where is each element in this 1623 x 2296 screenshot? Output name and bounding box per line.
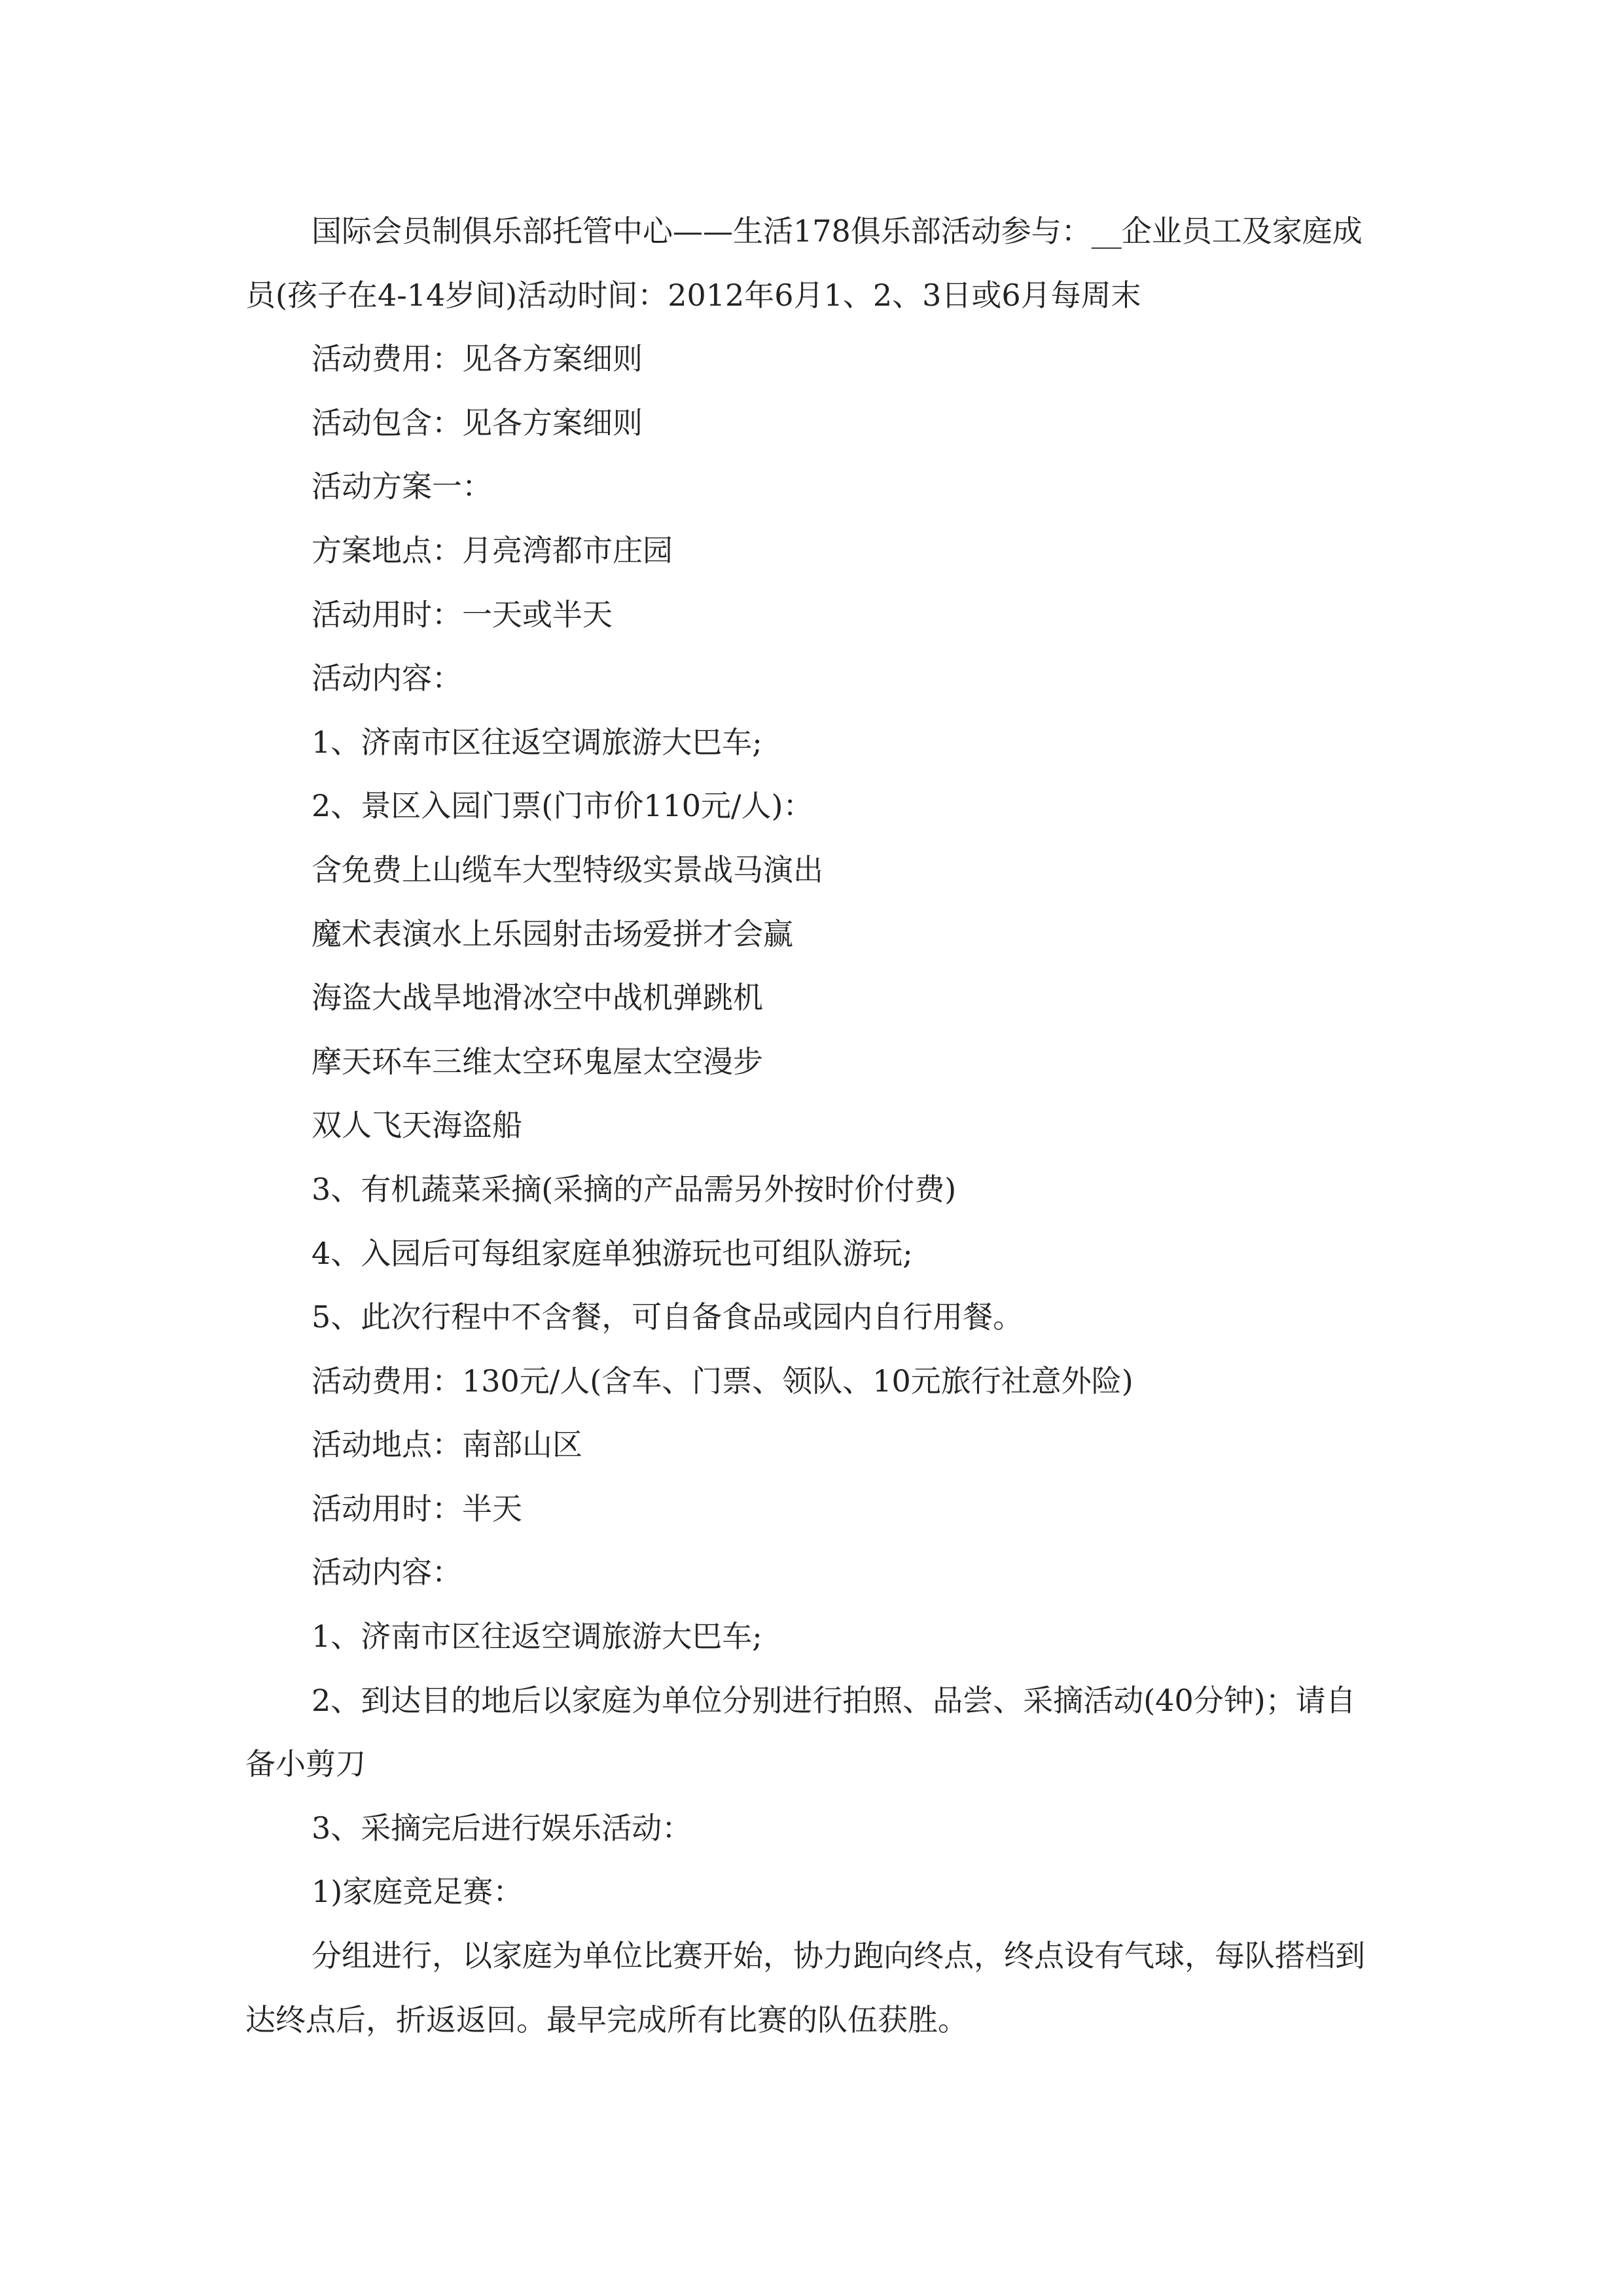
game-rules-paragraph: 分组进行，以家庭为单位比赛开始，协力跑向终点，终点设有气球，每队搭档到达终点后，折返返回。最早完成所有比赛的队伍获胜。 bbox=[245, 1938, 1365, 2037]
attraction-line: 摩天环车三维太空环鬼屋太空漫步 bbox=[312, 1043, 763, 1079]
list-item: 1、济南市区往返空调旅游大巴车; bbox=[312, 724, 762, 760]
attraction-line: 海盗大战旱地滑冰空中战机弹跳机 bbox=[312, 980, 763, 1016]
list-item: 1、济南市区往返空调旅游大巴车; bbox=[312, 1619, 762, 1655]
plan-two-duration-line: 活动用时：半天 bbox=[312, 1490, 522, 1526]
intro-paragraph: 国际会员制俱乐部托管中心——生活178俱乐部活动参与：__企业员工及家庭成员(孩子在4-14岁间)活动时间：2012年6月1、2、3日或6月每周末 bbox=[245, 213, 1363, 313]
list-item: 3、采摘完后进行娱乐活动： bbox=[312, 1810, 692, 1846]
plan-content-heading: 活动内容： bbox=[312, 660, 462, 696]
document-body bbox=[245, 200, 1381, 2052]
sub-item-heading: 1)家庭竞足赛： bbox=[312, 1874, 524, 1910]
plan-two-content-heading: 活动内容： bbox=[312, 1554, 462, 1590]
list-item: 3、有机蔬菜采摘(采摘的产品需另外按时价付费) bbox=[312, 1171, 957, 1207]
attraction-line: 魔术表演水上乐园射击场爱拼才会赢 bbox=[312, 916, 793, 952]
list-item: 4、入园后可每组家庭单独游玩也可组队游玩; bbox=[312, 1235, 913, 1271]
plan-fee-line: 活动费用：130元/人(含车、门票、领队、10元旅行社意外险) bbox=[312, 1363, 1133, 1399]
list-item: 5、此次行程中不含餐，可自备食品或园内自行用餐。 bbox=[312, 1299, 1024, 1335]
attraction-line: 双人飞天海盗船 bbox=[312, 1107, 522, 1143]
list-item: 2、到达目的地后以家庭为单位分别进行拍照、品尝、采摘活动(40分钟)；请自备小剪刀 bbox=[245, 1682, 1356, 1782]
attraction-line: 含免费上山缆车大型特级实景战马演出 bbox=[312, 852, 823, 888]
list-item: 2、景区入园门票(门市价110元/人)： bbox=[312, 788, 813, 824]
fee-line: 活动费用：见各方案细则 bbox=[312, 341, 643, 377]
includes-line: 活动包含：见各方案细则 bbox=[312, 404, 643, 440]
plan-two-location-line: 活动地点：南部山区 bbox=[312, 1427, 582, 1463]
plan-one-heading: 活动方案一： bbox=[312, 469, 492, 505]
plan-duration-line: 活动用时：一天或半天 bbox=[312, 596, 613, 632]
plan-location-line: 方案地点：月亮湾都市庄园 bbox=[312, 532, 673, 568]
